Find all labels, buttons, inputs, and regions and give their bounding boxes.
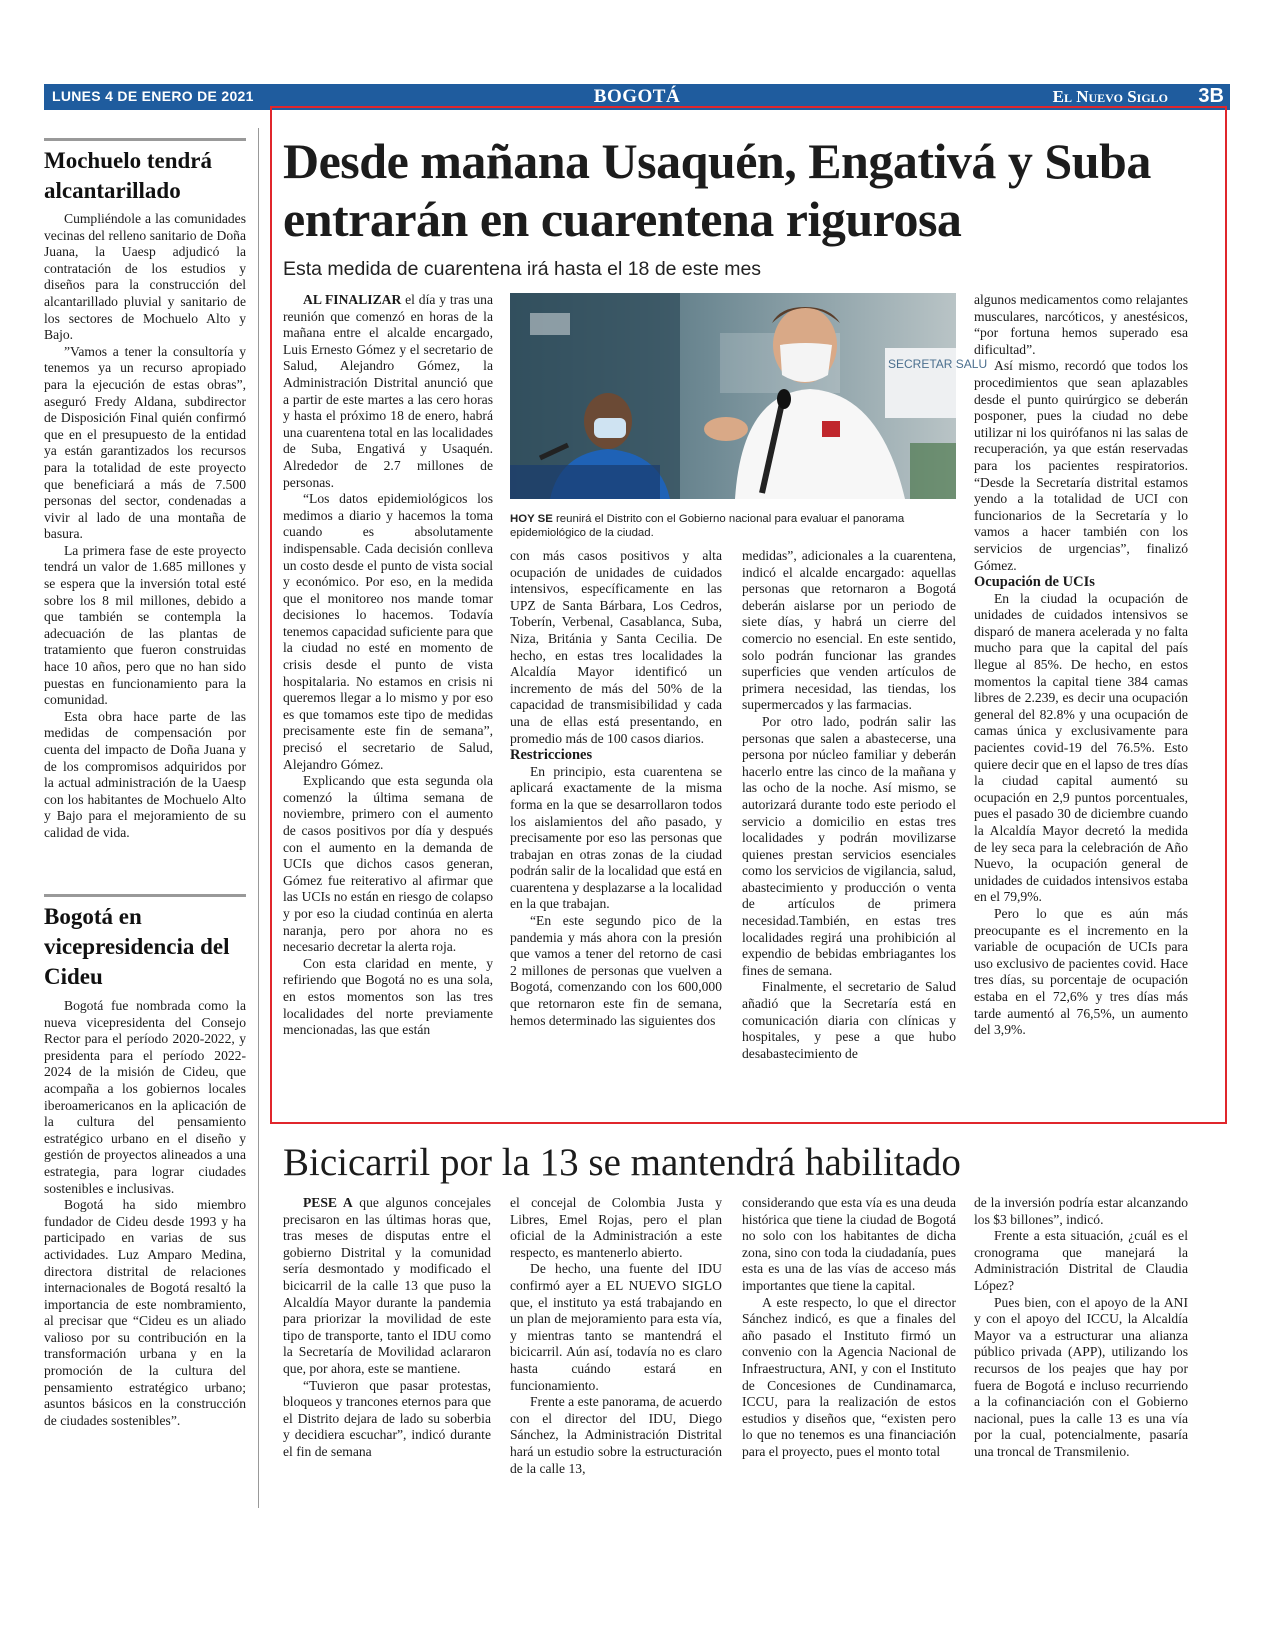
lead-in: PESE A (303, 1195, 353, 1210)
main-column-3 (742, 548, 956, 1062)
paragraph: algunos medicamentos como relajantes musculares, narcóticos, y anestésicos, “por fortuna hemos superado esa dificultad”. (974, 292, 1188, 357)
column-divider (258, 128, 259, 1508)
paragraph: Explicando que esta segunda ola comenzó la última semana de noviembre, primero con el aumento de casos positivos por día y después con el aumento en la demanda de UCIs que dichos casos generan, Gómez fue reiterativo al afirmar que las UCIs no están en riesgo de colapso y por eso la ciudad continúa en alerta naranja, pero por ahora no es necesario decretar la alerta roja. (283, 773, 493, 955)
second-column-3 (742, 1195, 956, 1461)
photo-sign-text: SECRETAR SALU (888, 357, 988, 371)
paragraph: La primera fase de este proyecto tendrá un valor de 1.685 millones y se espera que la inversión total esté sobre los 8 mil millones, debido a que también se contempla la adecuación de las plantas de tratamiento que fueron construidas hace 10 años, pero que no han sido puestas en funcionamiento para la comunidad. (44, 542, 246, 708)
second-headline: Bicicarril por la 13 se mantendrá habilitado (283, 1141, 961, 1184)
sidebar-rule-1 (44, 138, 246, 141)
paragraph: Con esta claridad en mente, y refiriendo que Bogotá no es una sola, en estos momentos son las tres localidades del norte previamente mencionadas, las que están (283, 955, 493, 1038)
paragraph: “Tuvieron que pasar protestas, bloqueos y trancones eternos para que el Distrito dejara de lado su soberbia y decidiera escuchar”, indicó durante el fin de semana (283, 1377, 491, 1459)
paragraph: Pues bien, con el apoyo de la ANI y con el apoyo del ICCU, la Alcaldía Mayor va a estructurar una alianza público privada (APP), utilizando los recursos de los peajes que hay por fuera de Bogotá e incluso recurriendo a la cofinanciación con el Gobierno nacional, pues la calle 13 es una vía por la cual, potencialmente, pasaría una troncal de Transmilenio. (974, 1294, 1188, 1459)
paragraph: “Los datos epidemiológicos los medimos a diario y hacemos la toma cuando es absolutamente indispensable. Cada decisión conlleva un costo desde el punto de vista social y económico. Por eso, en la medida que el monitoreo nos mande tomar decisiones lo hacemos. Todavía tenemos capacidad suficiente para que la ciudad no esté en momento de crisis desde el punto de vista hospitalaria. No estamos en crisis ni queremos llegar a lo mismo y por eso es que tomamos este tipo de medidas precisamente este fin de semana”, precisó el secretario de Salud, Alejandro Gómez. (283, 491, 493, 772)
paragraph: Bogotá fue nombrada como la nueva vicepresidenta del Consejo Rector para el período 2020-2022, y presidenta para el período 2022-2024 de la misión de Cideu, que acompaña a los gobiernos locales iberoamericanos en la aplicación de la cultura del pensamiento estratégico urbano en el diseño y gestión de proyectos alineados a una estrategia, para lograr ciudades sostenibles e inclusivas. (44, 998, 246, 1196)
sidebar-story1-title: Mochuelo tendrá alcantarillado (44, 148, 213, 203)
caption-text: reunirá el Distrito con el Gobierno nacional para evaluar el panorama epidemiológico de la ciudad. (510, 513, 905, 539)
main-column-1 (283, 292, 493, 1039)
paragraph: medidas”, adicionales a la cuarentena, indicó el alcalde encargado: aquellas personas que retornaron a Bogotá deberán aislarse por un periodo de siete días, y habrá un cierre del comercio no esencial. En este sentido, solo podrán funcionar las grandes superficies que venden artículos de primera necesidad, las tiendas, los supermercados y las farmacias. (742, 548, 956, 713)
sidebar-story1-body (44, 211, 246, 842)
paragraph: Finalmente, el secretario de Salud añadió que la Secretaría está en comunicación diaria con clínicas y hospitales, y pese a que hubo desabastecimiento de (742, 979, 956, 1061)
main-deck: Esta medida de cuarentena irá hasta el 18 de este mes (283, 258, 762, 280)
subhead-ocupacion: Ocupación de UCIs (974, 574, 1095, 591)
second-column-1 (283, 1195, 491, 1461)
main-column-4 (974, 292, 1188, 1039)
paragraph: Cumpliéndole a las comunidades vecinas del relleno sanitario de Doña Juana, la Uaesp adjudicó la contratación de los estudios y diseños para la construcción del alcantarillado pluvial y sanitario de los sectores de Mochuelo Alto y Bajo. (44, 211, 246, 343)
caption-lead: HOY SE (510, 513, 553, 525)
publication-name: El Nuevo Siglo (1052, 87, 1168, 106)
paragraph: En principio, esta cuarentena se aplicará exactamente de la misma forma en la que se desarrollaron todos los aislamientos del año pasado, y precisamente por eso las personas que trabajan en otras zonas de la ciudad podrán salir de la localidad que está en cuarentena y desplazarse a la localidad en la que trabajan. (510, 763, 722, 912)
paragraph: considerando que esta vía es una deuda histórica que tiene la ciudad de Bogotá no solo con los habitantes de dicha zona, sino con toda la ciudadanía, pues esta es una de las vías de acceso más importantes que tiene la capital. (742, 1195, 956, 1293)
paragraph: Esta obra hace parte de las medidas de compensación por cuenta del impacto de Doña Juana y de los compromisos adquiridos por la actual administración de la Uaesp con los habitantes de Mochuelo Alto y Bajo para el mejoramiento de su calidad de vida. (44, 708, 246, 840)
second-column-2 (510, 1195, 722, 1477)
page-number: 3B (1198, 85, 1224, 107)
paragraph: “En este segundo pico de la pandemia y más ahora con la presión que vamos a tener del retorno de casi 2 millones de personas que vuelven a Bogotá, comenzando con los 600,000 que retornaron este fin de semana, hemos determinado las siguientes dos (510, 913, 722, 1028)
paragraph: En la ciudad la ocupación de unidades de cuidados intensivos se disparó de manera acelerada y no falta mucho para que la capital del país llegue al 85%. De hecho, en estos momentos la capital tiene 384 camas libres de 2.239, es decir una ocupación general del 82.8% y una ocupación de camas única y exclusivamente para pacientes covid-19 del 76.5%. Esto quiere decir que en el lapso de tres días la ciudad capital aumentó su ocupación en 2,9 puntos porcentuales, pues el pasado 30 de diciembre cuando la Alcaldía Mayor decretó la medida de ley seca para la celebración de Año Nuevo, la ocupación general de unidades de cuidados intensivos estaba en el 79,9%. (974, 590, 1188, 905)
paragraph: de la inversión podría estar alcanzando los $3 billones”, indicó. (974, 1195, 1188, 1227)
paragraph: De hecho, una fuente del IDU confirmó ayer a EL NUEVO SIGLO que, el instituto ya está trabajando en un plan de mejoramiento para esta vía, y mientras tanto se mantendrá el bicicarril. Aún así, todavía no es claro hasta cuándo estará en funcionamiento. (510, 1261, 722, 1393)
paragraph: Frente a esta situación, ¿cuál es el cronograma que manejará la Administración Distrital de Claudia López? (974, 1228, 1188, 1293)
paragraph: ”Vamos a tener la consultoría y tenemos ya un recurso apropiado para la ejecución de estas obras”, aseguró Fredy Aldana, subdirector de Disposición Final quién confirmó que en el presupuesto de la entidad ya están garantizados los recursos para la totalidad de este proyecto que beneficiará a más de 7.500 personas del sector, condenadas a vivir al lado de una montaña de basura. (44, 343, 246, 542)
news-photo (510, 293, 988, 499)
paragraph (283, 292, 493, 491)
sidebar-rule-2 (44, 894, 246, 897)
paragraph-text: que algunos concejales precisaron en las últimas horas que, tras meses de disputas entre el gobierno Distrital y la comunidad sería desmontado y modificado el bicicarril de la calle 13 que puso la Alcaldía Mayor durante la pandemia para priorizar la movilidad de este tipo de transporte, tanto el IDU como la Secretaría de Movilidad aclararon que, por ahora, este se mantiene. (283, 1195, 491, 1376)
paragraph: Bogotá ha sido miembro fundador de Cideu desde 1993 y ha participado en varias de sus actividades. Luz Amparo Medina, directora distrital de relaciones internacionales de Bogotá resaltó la importancia de este nombramiento, al precisar que “Cideu es un aliado valioso por su contribución en la transformación urbana y en la promoción de la cultura del pensamiento estratégico urbano; asuntos básicos en la construcción de ciudades sostenibles”. (44, 1197, 246, 1428)
subhead-restricciones: Restricciones (510, 747, 593, 764)
paragraph: Frente a este panorama, de acuerdo con el director del IDU, Diego Sánchez, la Administración Distrital hará un estudio sobre la estructuración de la calle 13, (510, 1394, 722, 1476)
main-column-2 (510, 548, 722, 1029)
paragraph: Pero lo que es aún más preocupante es el incremento en la variable de ocupación de UCIs para uso exclusivo de pacientes covid. Hace tres días, su porcentaje de ocupación estaba en el 72,6% y tres días más tarde aumentó al 76,5%, un aumento del 3,9%. (974, 905, 1188, 1038)
sidebar-story2-body (44, 998, 246, 1429)
paragraph: A este respecto, lo que el director Sánchez indicó, es que a finales del año pasado el Instituto firmó un convenio con la Agencia Nacional de Infraestructura, ANI, y con el Instituto de Concesiones de Cundinamarca, ICCU, para la realización de estos estudios y diseños que, “existen pero lo que no tenemos es una financiación para el proyecto, pues el monto total (742, 1294, 956, 1459)
sidebar-story2-title: Bogotá en vicepresidencia del Cideu (44, 904, 230, 989)
issue-date: LUNES 4 DE ENERO DE 2021 (52, 88, 254, 104)
lead-in: AL FINALIZAR (303, 292, 402, 307)
paragraph: Por otro lado, podrán salir las personas que salen a abastecerse, una persona por núcleo familiar y deberán hacerlo entre las cinco de la mañana y las ocho de la noche. Así mismo, se autorizará durante todo este periodo el servicio a domicilio en estas tres localidades y podrán movilizarse quienes prestan servicios esenciales como los servicios de vigilancia, salud, abastecimiento y producción o venta de artículos de primera necesidad.También, en estas tres localidades regirá una prohibición al expendio de bebidas embriagantes los fines de semana. (742, 713, 956, 978)
press-conference-image (510, 293, 988, 499)
main-headline: Desde mañana Usaquén, Engativá y Suba entrarán en cuarentena rigurosa (283, 133, 1151, 247)
second-column-4 (974, 1195, 1188, 1461)
paragraph: el concejal de Colombia Justa y Libres, Emel Rojas, pero el plan oficial de la Administración a este respecto, es mantenerlo abierto. (510, 1195, 722, 1260)
paragraph: Así mismo, recordó que todos los procedimientos que sean aplazables desde el punto quirúrgico se deberán posponer, pues la ciudad no debe utilizar ni los quirófanos ni las salas de recuperación, ya que están reservadas para los pacientes respiratorios. “Desde la Secretaría distrital estamos yendo a la totalidad de UCI con funcionarios de la Secretaría y lo vamos a hacer también con los servicios de urgencias”, finalizó Gómez. (974, 358, 1188, 573)
paragraph: con más casos positivos y alta ocupación de unidades de cuidados intensivos, específicamente en las UPZ de Santa Bárbara, Los Cedros, Toberín, Verbenal, Casablanca, Suba, Niza, Británia y Santa Cecilia. De hecho, en estas tres localidades la Alcaldía Mayor identificó un incremento de más del 50% de la capacidad de transmisibilidad y cada una de ellas está presentando, en promedio más de 100 casos diarios. (510, 548, 722, 746)
section-name: BOGOTÁ (593, 86, 681, 107)
paragraph (283, 1195, 491, 1378)
photo-caption (510, 512, 956, 540)
paragraph-text: el día y tras una reunión que comenzó en horas de la mañana entre el alcalde encargado, Luis Ernesto Gómez y el secretario de Salud, Alejandro Gómez, la Administración Distrital anunció que a partir de este martes a las cero horas y hasta el próximo 18 de enero, habrá una cuarentena total en las localidades de Suba, Engativá y Usaquén. Alrededor de 2.7 millones de personas. (283, 292, 493, 490)
